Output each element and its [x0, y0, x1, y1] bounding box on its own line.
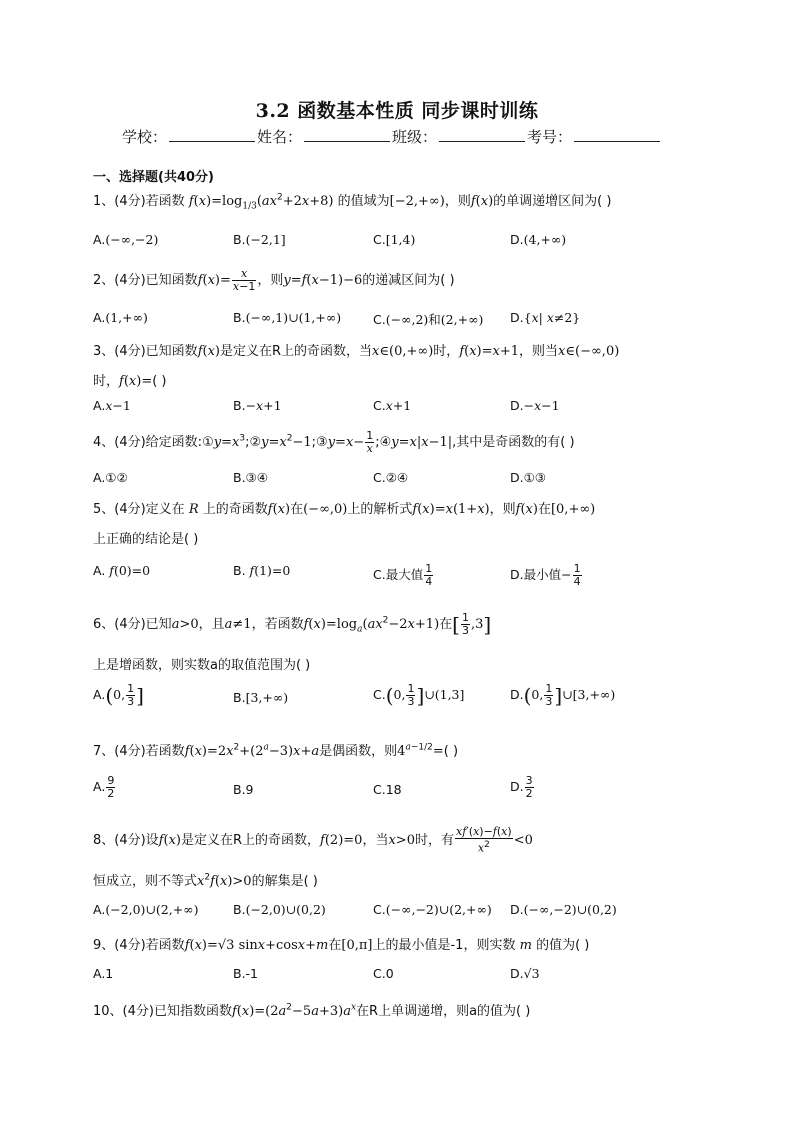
question-10: 10、(4分)已知指数函数$f(x)=(2a^2-5a+3)a^x$在R上单调递增，则a的值为( ) — [93, 1002, 531, 1019]
option-5c[interactable]: C.最大值 $\frac{1}{4}$ — [373, 562, 433, 588]
option-5b[interactable]: B. f(1)=0 — [233, 563, 291, 578]
question-3-line-2: 时，f(x)=( ) — [93, 374, 167, 389]
option-8d[interactable]: D.(−∞,−2)∪(0,2) — [510, 902, 617, 917]
option-2d[interactable]: D.{x| x≠2} — [510, 310, 581, 325]
question-5: 5、(4分)定义在 R 上的奇函数f(x)在(−∞,0)上的解析式f(x)=x(1+x)，则f(x)在[0,+∞) — [93, 502, 596, 517]
student-info-line — [122, 126, 662, 147]
option-9b[interactable]: B.-1 — [233, 966, 259, 981]
option-1d[interactable]: D.(4,+∞) — [510, 232, 567, 247]
option-3b[interactable]: B.−x+1 — [233, 398, 282, 413]
number-label: 考号： — [527, 128, 573, 146]
option-7c[interactable]: C.18 — [373, 782, 402, 797]
option-1a[interactable]: A.(−∞,−2) — [93, 232, 159, 247]
question-4: 4、(4分)给定函数$:①y=x^3;②y=x^2-1;③y=x-$ $\frac{1}{x}$ ;④y=x|x−1|,其中是奇函数的有( ) — [93, 429, 575, 455]
option-7a[interactable]: A. $\frac{9}{2}$ — [93, 774, 115, 800]
name-label: 姓名： — [257, 128, 303, 146]
option-2a[interactable]: A.(1,+∞) — [93, 310, 148, 325]
question-8: 8、(4分)设f(x)是定义在R上的奇函数，f(2)=0，当x>0时，有 $\frac{xf'(x)-f(x)}{x^2}$ <0 — [93, 825, 533, 855]
option-3d[interactable]: D.−x−1 — [510, 398, 560, 413]
class-blank[interactable] — [439, 127, 525, 142]
option-7d[interactable]: D. $\frac{3}{2}$ — [510, 774, 533, 800]
option-3a[interactable]: A.x−1 — [93, 398, 131, 413]
option-6b[interactable]: B.[3,+∞) — [233, 690, 289, 705]
section-heading: 一、选择题(共40分) — [93, 170, 214, 185]
page-title: 3.2 函数基本性质 同步课时训练 — [255, 100, 539, 122]
number-blank[interactable] — [574, 127, 660, 142]
question-1: 1、(4分)若函数 $f(x)=\log_{1/3}(ax^2+2x+8)$ 的值域为[−2,+∞)，则f(x)的单调递增区间为( ) — [93, 192, 612, 212]
option-8b[interactable]: B.(−2,0)∪(0,2) — [233, 902, 326, 917]
option-4a[interactable]: A.①② — [93, 470, 128, 485]
option-1c[interactable]: C.[1,4) — [373, 232, 416, 247]
option-6c[interactable]: C.(0, $\frac{1}{3}$ ]∪(1,3] — [373, 682, 465, 708]
option-6d[interactable]: D.(0, $\frac{1}{3}$ ]∪[3,+∞) — [510, 682, 616, 708]
option-5d[interactable]: D.最小值− $\frac{1}{4}$ — [510, 562, 581, 588]
option-2b[interactable]: B.(−∞,1)∪(1,+∞) — [233, 310, 342, 325]
question-7: 7、(4分)若函数$f(x)=2x^2+(2^a-3)x+a$是偶函数，则$4^{a-1/2}=$( ) — [93, 742, 459, 759]
option-8c[interactable]: C.(−∞,−2)∪(2,+∞) — [373, 902, 492, 917]
school-blank[interactable] — [169, 127, 255, 142]
option-5a[interactable]: A. f(0)=0 — [93, 563, 151, 578]
question-6-line-2: 上是增函数，则实数a的取值范围为( ) — [93, 658, 311, 673]
name-blank[interactable] — [304, 127, 390, 142]
option-3c[interactable]: C.x+1 — [373, 398, 412, 413]
question-2: 2、(4分)已知函数f(x)= $\frac{x}{x-1}$ ，则y=f(x−1)−6的递减区间为( ) — [93, 267, 455, 293]
option-9c[interactable]: C.0 — [373, 966, 394, 981]
option-9a[interactable]: A.1 — [93, 966, 114, 981]
school-label: 学校： — [122, 128, 168, 146]
option-4b[interactable]: B.③④ — [233, 470, 268, 485]
option-9d[interactable]: D.√3 — [510, 966, 540, 981]
option-4c[interactable]: C.②④ — [373, 470, 409, 485]
option-6a[interactable]: A.(0, $\frac{1}{3}$ ] — [93, 682, 144, 708]
question-6: 6、(4分)已知a>0，且a≠1，若函数$f(x)=\log_a(ax^2-2x+1)$在[ $\frac{1}{3}$ ,3] — [93, 611, 492, 637]
option-7b[interactable]: B.9 — [233, 782, 254, 797]
question-5-line-2: 上正确的结论是( ) — [93, 532, 199, 547]
option-2c[interactable]: C.(−∞,2)和(2,+∞) — [373, 312, 484, 327]
class-label: 班级： — [392, 128, 438, 146]
question-9: 9、(4分)若函数f(x)=√3 sinx+cosx+m在[0,π]上的最小值是-1，则实数 m 的值为( ) — [93, 938, 590, 953]
question-8-line-2: 恒成立，则不等式$x^2f(x)>0$的解集是( ) — [93, 872, 318, 889]
option-8a[interactable]: A.(−2,0)∪(2,+∞) — [93, 902, 199, 917]
option-1b[interactable]: B.(−2,1] — [233, 232, 286, 247]
option-4d[interactable]: D.①③ — [510, 470, 547, 485]
question-3: 3、(4分)已知函数f(x)是定义在R上的奇函数，当x∈(0,+∞)时，f(x)=x+1，则当x∈(−∞,0) — [93, 344, 620, 359]
